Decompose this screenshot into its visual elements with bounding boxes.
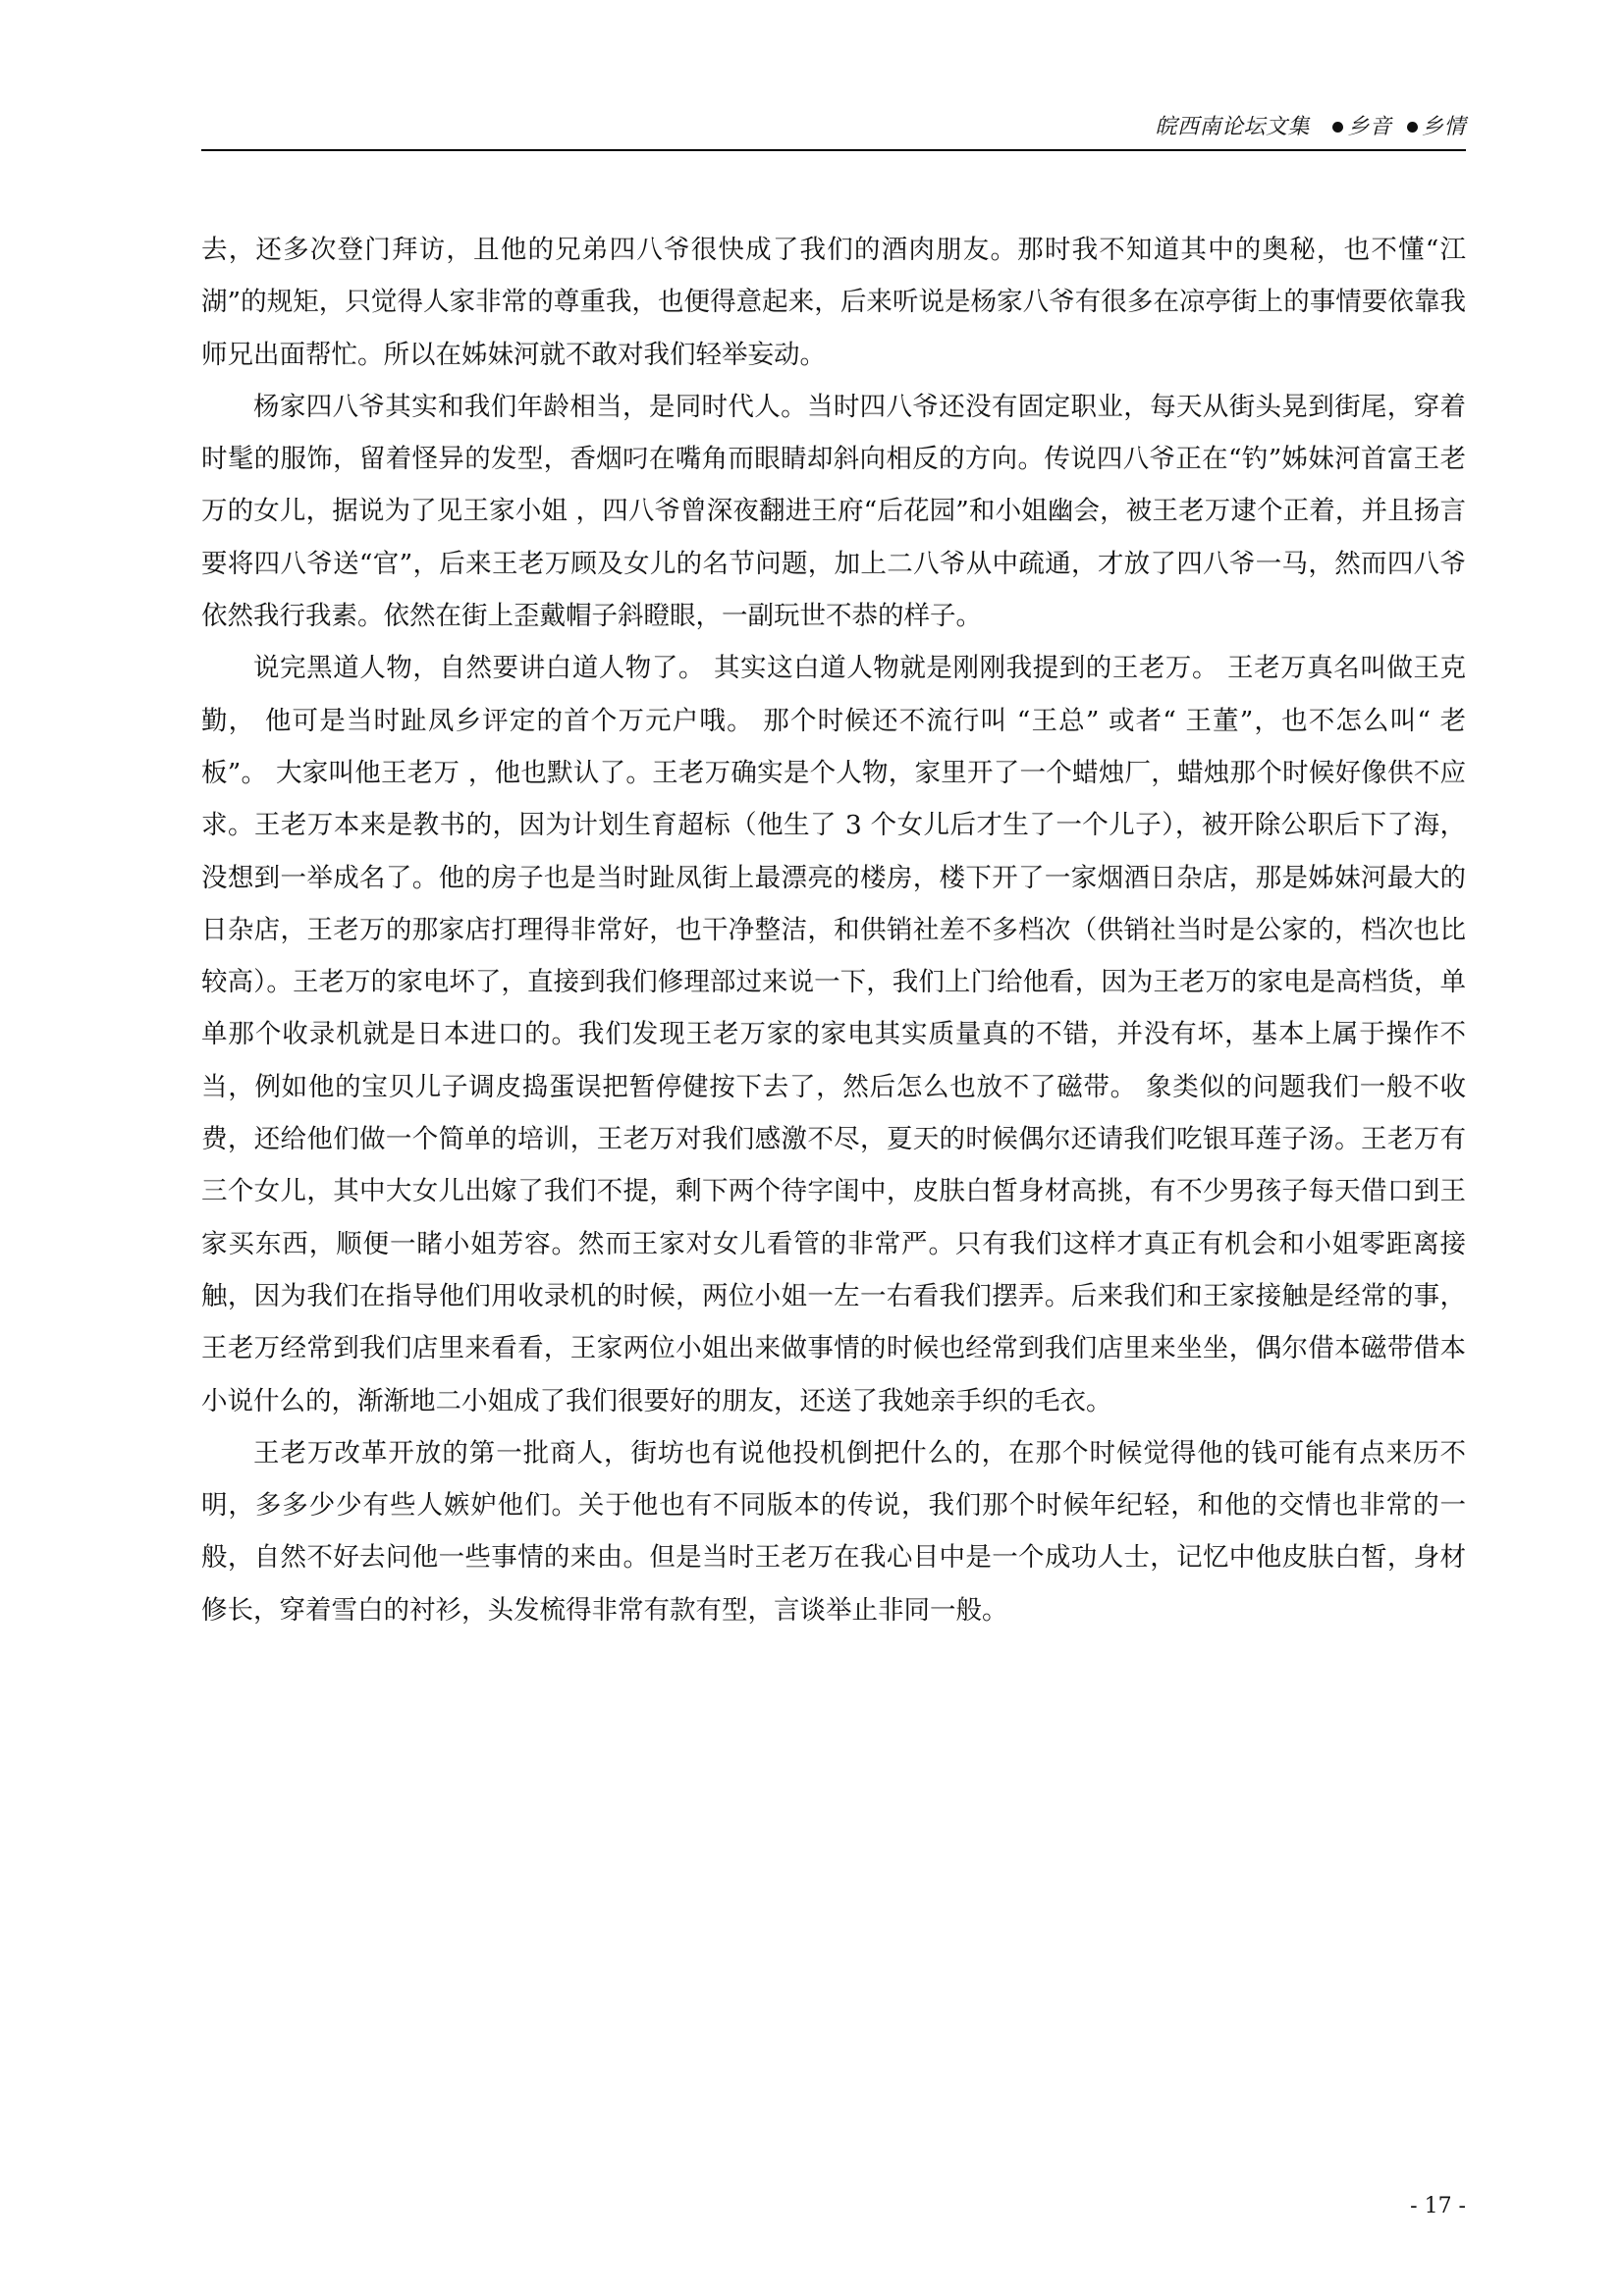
header-tag-2: 乡情 [1421, 115, 1466, 139]
paragraph: 杨家四八爷其实和我们年龄相当，是同时代人。当时四八爷还没有固定职业，每天从街头晃到街尾，穿着时髦的服饰，留着怪异的发型，香烟叼在嘴角而眼睛却斜向相反的方向。传说四八爷正在“钓”姊妹河首富王老万的女儿，据说为了见王家小姐 ，四八爷曾深夜翻进王府“后花园”和小姐幽会，被王老万逮个正着，并且扬言要将四八爷送“官”，后来王老万顾及女儿的名节问题，加上二八爷从中疏通，才放了四八爷一马，然而四八爷依然我行我素。依然在街上歪戴帽子斜瞪眼，一副玩世不恭的样子。 [201, 391, 1466, 632]
page-number: - 17 - [1410, 2194, 1466, 2218]
body-text [201, 224, 1466, 1636]
header-tag-1: 乡音 [1347, 115, 1392, 139]
paragraph: 说完黑道人物，自然要讲白道人物了。 其实这白道人物就是刚刚我提到的王老万。 王老万真名叫做王克勤， 他可是当时趾凤乡评定的首个万元户哦。 那个时候还不流行叫 “王总” 或者“ 王董”，也不怎么叫“ 老板”。 大家叫他王老万 ，他也默认了。王老万确实是个人物，家里开了一个蜡烛厂，蜡烛那个时候好像供不应求。王老万本来是教书的，因为计划生育超标（他生了 3 个女儿后才生了一个儿子），被开除公职后下了海，没想到一举成名了。他的房子也是当时趾凤街上最漂亮的楼房，楼下开了一家烟酒日杂店，那是姊妹河最大的日杂店，王老万的那家店打理得非常好，也干净整洁，和供销社差不多档次（供销社当时是公家的，档次也比较高）。王老万的家电坏了，直接到我们修理部过来说一下，我们上门给他看，因为王老万的家电是高档货，单单那个收录机就是日本进口的。我们发现王老万家的家电其实质量真的不错，并没有坏，基本上属于操作不当，例如他的宝贝儿子调皮捣蛋误把暂停健按下去了，然后怎么也放不了磁带。 象类似的问题我们一般不收费，还给他们做一个简单的培训，王老万对我们感激不尽，夏天的时候偶尔还请我们吃银耳莲子汤。王老万有三个女儿，其中大女儿出嫁了我们不提，剩下两个待字闺中，皮肤白皙身材高挑，有不少男孩子每天借口到王家买东西，顺便一睹小姐芳容。然而王家对女儿看管的非常严。只有我们这样才真正有机会和小姐零距离接触，因为我们在指导他们用收录机的时候，两位小姐一左一右看我们摆弄。后来我们和王家接触是经常的事，王老万经常到我们店里来看看，王家两位小姐出来做事情的时候也经常到我们店里来坐坐，偶尔借本磁带借本小说什么的，渐渐地二小姐成了我们很要好的朋友，还送了我她亲手织的毛衣。 [201, 653, 1466, 1416]
bullet-dot-icon [1407, 122, 1418, 133]
paragraph: 王老万改革开放的第一批商人，街坊也有说他投机倒把什么的，在那个时候觉得他的钱可能有点来历不明，多多少少有些人嫉妒他们。关于他也有不同版本的传说，我们那个时候年纪轻，和他的交情也非常的一般，自然不好去问他一些事情的来由。但是当时王老万在我心目中是一个成功人士，记忆中他皮肤白皙，身材修长，穿着雪白的衬衫，头发梳得非常有款有型，言谈举止非同一般。 [201, 1437, 1466, 1626]
paragraph: 去，还多次登门拜访，且他的兄弟四八爷很快成了我们的酒肉朋友。那时我不知道其中的奥秘，也不懂“江湖”的规矩，只觉得人家非常的尊重我，也便得意起来，后来听说是杨家八爷有很多在凉亭街上的事情要依靠我师兄出面帮忙。所以在姊妹河就不敢对我们轻举妄动。 [201, 235, 1466, 370]
header-title: 皖西南论坛文集 [1155, 115, 1310, 139]
header-text [1155, 110, 1466, 140]
bullet-dot-icon [1332, 122, 1343, 133]
running-header [201, 110, 1466, 151]
